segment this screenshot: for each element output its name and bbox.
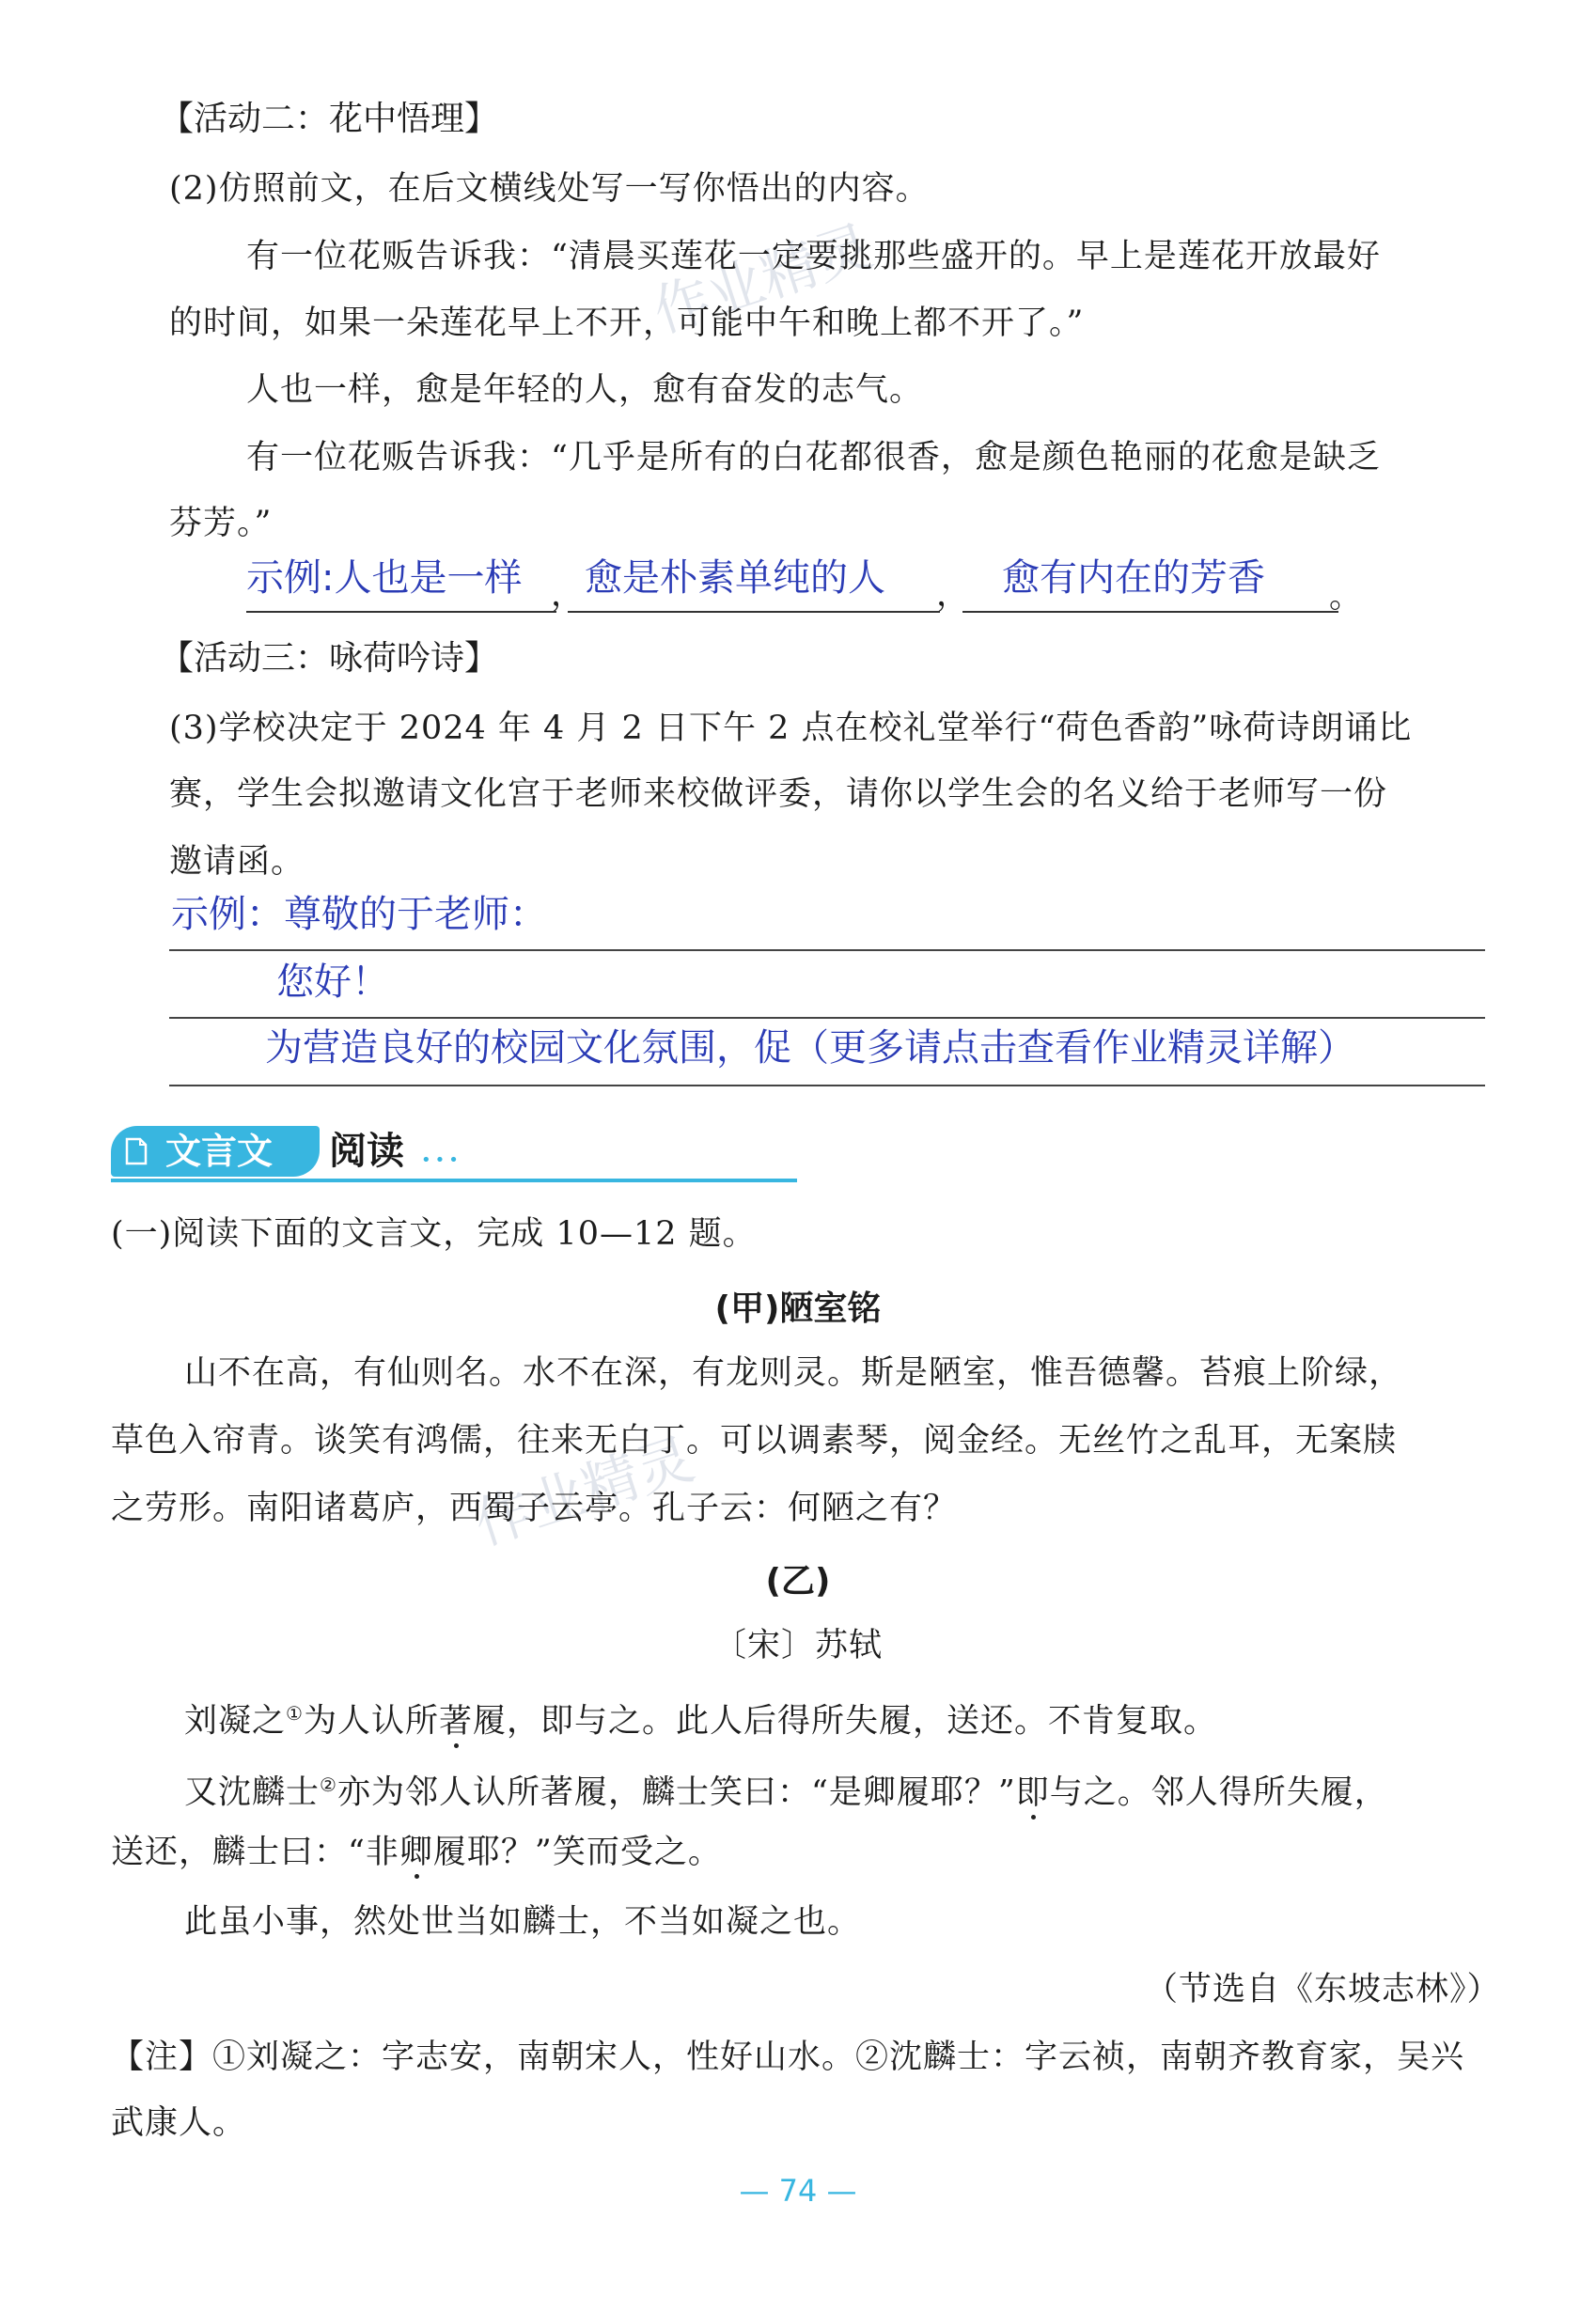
answer-blank2-text: 愈是朴素单纯的人 bbox=[585, 556, 885, 600]
section-pill-label: 文言文 bbox=[165, 1131, 274, 1172]
passage-jia-line1: 山不在高，有仙则名。水不在深，有龙则灵。斯是陋室，惟吾德馨。苔痕上阶绿， bbox=[184, 1354, 1403, 1392]
page-number: — 74 — bbox=[739, 2173, 857, 2209]
answer-blank1-line bbox=[246, 611, 556, 613]
section-underline bbox=[111, 1179, 797, 1182]
activity2-para3b: 芬芳。” bbox=[169, 505, 273, 542]
answer-rule bbox=[169, 1017, 1485, 1019]
answer-comma: ， bbox=[551, 576, 586, 614]
section-pill bbox=[111, 1126, 320, 1177]
letter-answer-line1: 示例：尊敬的于老师： bbox=[171, 893, 547, 936]
activity2-para2: 人也一样，愈是年轻的人，愈有奋发的志气。 bbox=[246, 371, 924, 409]
answer-blank1-text: 示例:人也是一样 bbox=[246, 556, 523, 600]
document-icon bbox=[124, 1137, 149, 1165]
watermark: 作业精灵 bbox=[645, 213, 881, 347]
passage-yi-author: 〔宋〕苏轼 bbox=[712, 1627, 883, 1664]
activity3-heading: 【活动三：咏荷吟诗】 bbox=[160, 639, 499, 678]
passage-jia-line2: 草色入帘青。谈笑有鸿儒，往来无白丁。可以调素琴，阅金经。无丝竹之乱耳，无案牍 bbox=[111, 1422, 1398, 1460]
note-line1: 【注】①刘凝之：字志安，南朝宋人，性好山水。②沈麟士：字云祯，南朝齐教育家，吴兴 bbox=[111, 2039, 1465, 2076]
answer-rule bbox=[169, 949, 1485, 951]
passage-yi-line1: 刘凝之①为人认所著履，即与之。此人后得所失履，送还。不肯复取。 bbox=[184, 1702, 1217, 1741]
answer-period: 。 bbox=[1329, 578, 1364, 616]
answer-blank2-line bbox=[568, 611, 940, 613]
section-title: 阅读 bbox=[329, 1130, 404, 1173]
activity3-question-line1: (3)学校决定于 2024 年 4 月 2 日下午 2 点在校礼堂举行“荷色香韵”咏荷诗朗诵比 bbox=[169, 710, 1413, 747]
letter-answer-line2: 您好！ bbox=[276, 961, 389, 1004]
answer-blank3-text: 愈有内在的芳香 bbox=[1002, 556, 1265, 600]
activity2-para3a: 有一位花贩告诉我：“几乎是所有的白花都很香，愈是颜色艳丽的花愈是缺乏 bbox=[246, 439, 1381, 476]
activity2-question: (2)仿照前文，在后文横线处写一写你悟出的内容。 bbox=[169, 170, 930, 208]
passage-yi-title: (乙) bbox=[765, 1562, 831, 1601]
activity3-question-line3: 邀请函。 bbox=[169, 843, 305, 881]
passage-yi-line3: 送还，麟士曰：“非卿履耶？”笑而受之。 bbox=[111, 1834, 722, 1871]
reading-intro: (一)阅读下面的文言文，完成 10—12 题。 bbox=[111, 1215, 757, 1253]
answer-rule bbox=[169, 1085, 1485, 1086]
section-banner bbox=[111, 1126, 797, 1182]
letter-answer-line3: 为营造良好的校园文化氛围，促（更多请点击查看作业精灵详解） bbox=[265, 1026, 1355, 1070]
passage-source: （节选自《东坡志林》） bbox=[1145, 1971, 1501, 2008]
activity2-para1b: 的时间，如果一朵莲花早上不开，可能中午和晚上都不开了。” bbox=[169, 305, 1085, 342]
activity3-question-line2: 赛，学生会拟邀请文化宫于老师来校做评委，请你以学生会的名义给于老师写一份 bbox=[169, 775, 1388, 813]
passage-yi-line2: 又沈麟士②亦为邻人认所著履，麟士笑曰：“是卿履耶？”即与之。邻人得所失履， bbox=[184, 1773, 1388, 1812]
watermark: 作业精灵 bbox=[466, 1426, 702, 1559]
answer-comma: ， bbox=[936, 576, 971, 614]
note-line2: 武康人。 bbox=[111, 2104, 247, 2142]
passage-jia-line3: 之劳形。南阳诸葛庐，西蜀子云亭。孔子云：何陋之有？ bbox=[111, 1490, 958, 1527]
passage-yi-line4: 此虽小事，然处世当如麟士，不当如凝之也。 bbox=[184, 1903, 862, 1941]
answer-blank3-line bbox=[962, 611, 1338, 613]
section-dots: ••• bbox=[421, 1150, 462, 1170]
activity2-heading: 【活动二：花中悟理】 bbox=[160, 100, 499, 138]
passage-jia-title: (甲)陋室铭 bbox=[714, 1289, 882, 1328]
activity2-para1a: 有一位花贩告诉我：“清晨买莲花一定要挑那些盛开的。早上是莲花开放最好 bbox=[246, 238, 1381, 275]
